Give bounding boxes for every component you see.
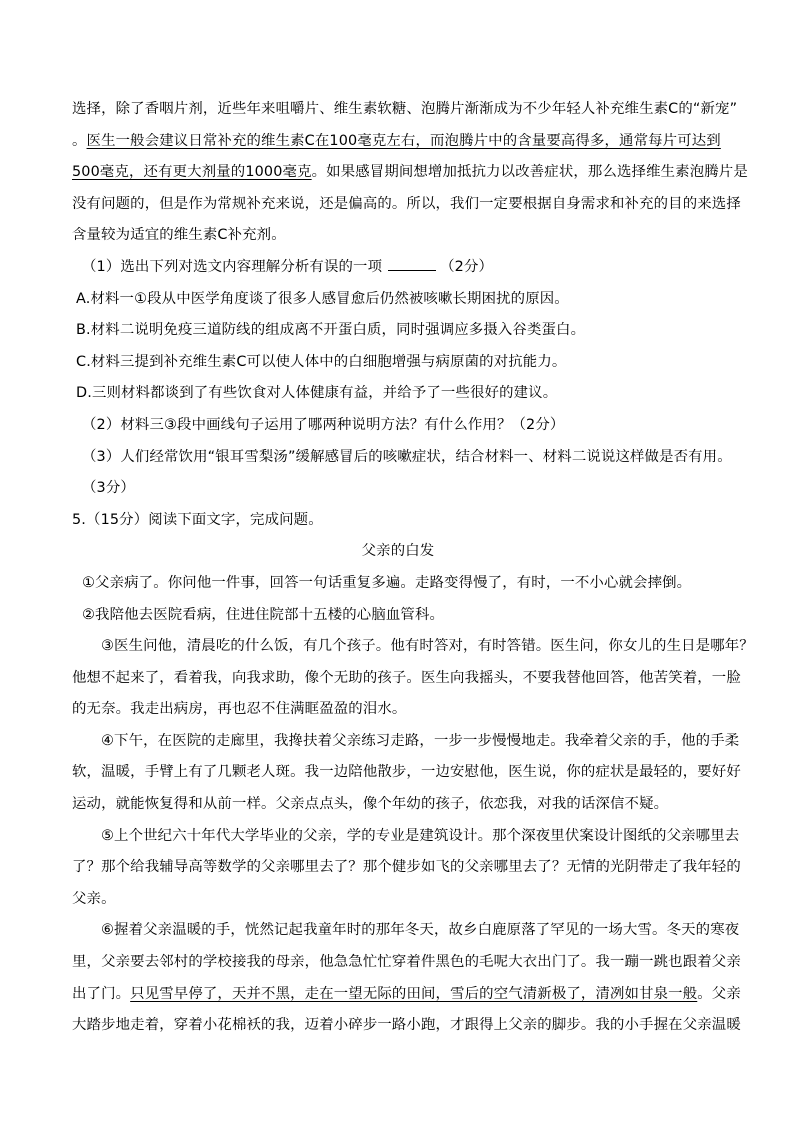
text-line: 没有问题的，但是作为常规补充来说，还是偏高的。所以，我们一定要根据自身需求和补充的目的来选择 <box>72 195 741 212</box>
question-3-score: （3分） <box>82 480 135 497</box>
text-span: 。 <box>72 132 87 149</box>
paragraph-6-line: 里，父亲要去邻村的学校接我的母亲，他急急忙忙穿着件黑色的毛呢大衣出门了。我一蹦一跳也跟着父亲 <box>72 954 741 971</box>
section-5-header: 5.（15分）阅读下面文字，完成问题。 <box>72 511 323 528</box>
option-a: A.材料一①段从中医学角度谈了很多人感冒愈后仍然被咳嗽长期困扰的原因。 <box>76 290 569 307</box>
question-2: （2）材料三③段中画线句子运用了哪两种说明方法？有什么作用？（2分） <box>82 416 565 433</box>
paragraph-5-line: ⑤上个世纪六十年代大学毕业的父亲，学的专业是建筑设计。那个深夜里伏案设计图纸的父亲哪里去 <box>101 827 740 844</box>
paragraph-4-line: 运动，就能恢复得和从前一样。父亲点点头，像个年幼的孩子，依恋我，对我的话深信不疑。 <box>72 796 669 813</box>
passage-title: 父亲的白发 <box>361 543 435 560</box>
paragraph-3-line: 的无奈。我走出病房，再也忍不住满眶盈盈的泪水。 <box>72 701 407 718</box>
underlined-sentence: 医生一般会建议日常补充的维生素C在100毫克左右，而泡腾片中的含量要高得多，通常每片可达到 <box>86 132 721 149</box>
answer-blank[interactable] <box>388 256 436 271</box>
paragraph-5-line: 父亲。 <box>72 890 116 907</box>
paragraph-3-line: 他想不起来了，看着我，向我求助，像个无助的孩子。医生向我摇头，不要我替他回答，他苦笑着，一脸 <box>72 669 741 686</box>
paragraph-6-line: ⑥握着父亲温暖的手，恍然记起我童年时的那年冬天，故乡白鹿原落了罕见的一场大雪。冬天的寒夜 <box>101 922 740 939</box>
option-c: C.材料三提到补充维生素C可以使人体中的白细胞增强与病原菌的对抗能力。 <box>76 353 567 370</box>
paragraph-5-line: 了？那个给我辅导高等数学的父亲哪里去了？那个健步如飞的父亲哪里去了？无情的光阴带走了我年轻的 <box>72 859 741 876</box>
paragraph-4-line: ④下午，在医院的走廊里，我搀扶着父亲练习走路，一步一步慢慢地走。我牵着父亲的手，他的手柔 <box>101 732 740 749</box>
underlined-sentence: 只见雪早停了，天并不黑，走在一望无际的田间，雪后的空气清新极了，清冽如甘泉一般 <box>130 985 698 1002</box>
option-d: D.三则材料都谈到了有些饮食对人体健康有益，并给予了一些很好的建议。 <box>76 385 558 402</box>
paragraph-6-line <box>72 979 741 1011</box>
question-1-score: （2分） <box>440 258 494 275</box>
paragraph-4-line: 软，温暖，手臂上有了几颗老人斑。我一边陪他散步，一边安慰他，医生说，你的症状是最轻的，要好好 <box>72 764 741 781</box>
question-1-text: （1）选出下列对选文内容理解分析有误的一项 <box>82 258 383 275</box>
text-span: 。如果感冒期间想增加抵抗力以改善症状，那么选择维生素泡腾片是 <box>311 164 748 181</box>
paragraph-6-line: 大踏步地走着，穿着小花棉袄的我，迈着小碎步一路小跑，才跟得上父亲的脚步。我的小手握在父亲温暖 <box>72 1017 741 1034</box>
text-span: 出了门。 <box>72 985 131 1002</box>
text-span: 。父亲 <box>697 985 741 1002</box>
text-line: 含量较为适宜的维生素C补充剂。 <box>72 227 286 244</box>
option-b: B.材料二说明免疫三道防线的组成离不开蛋白质，同时强调应多摄入谷类蛋白。 <box>76 322 586 339</box>
document-page <box>72 94 754 1042</box>
paragraph-1: ①父亲病了。你问他一件事，回答一句话重复多遍。走路变得慢了，有时，一不小心就会摔倒。 <box>82 574 692 591</box>
question-3: （3）人们经常饮用“银耳雪梨汤”缓解感冒后的咳嗽症状，结合材料一、材料二说说这样做是否有用。 <box>82 448 732 465</box>
underlined-sentence: 500毫克，还有更大剂量的1000毫克 <box>72 164 312 181</box>
paragraph-3-line: ③医生问他，清晨吃的什么饭，有几个孩子。他有时答对，有时答错。医生问，你女儿的生日是哪年？ <box>101 638 754 655</box>
paragraph-2: ②我陪他去医院看病，住进住院部十五楼的心脑血管科。 <box>82 606 445 623</box>
text-line <box>72 157 748 189</box>
text-line: 选择，除了香咽片剂，近些年来咀嚼片、维生素软糖、泡腾片渐渐成为不少年轻人补充维生素C的“新宠” <box>72 101 738 117</box>
text-line <box>72 126 724 158</box>
question-1 <box>72 252 724 284</box>
